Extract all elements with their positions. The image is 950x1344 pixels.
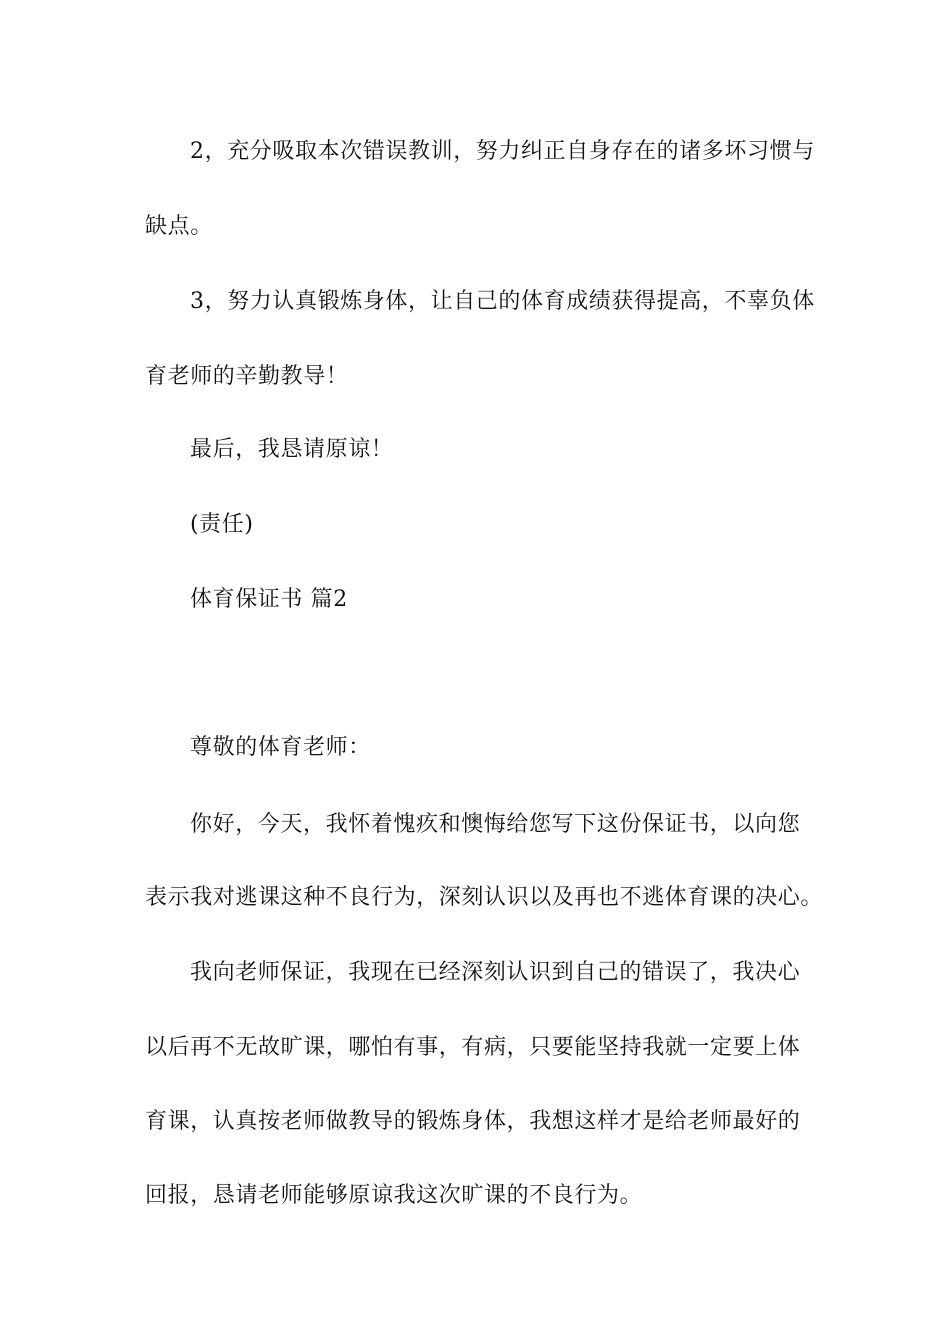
- paragraph-line: 表示我对逃课这种不良行为，深刻认识以及再也不逃体育课的决心。: [145, 885, 824, 910]
- paragraph-line: 2，充分吸取本次错误教训，努力纠正自身存在的诸多坏习惯与: [190, 139, 815, 164]
- paragraph-line: 我向老师保证，我现在已经深刻认识到自己的错误了，我决心: [190, 960, 801, 985]
- section-heading: 体育保证书 篇2: [190, 587, 348, 612]
- paragraph-line: 育课，认真按老师做教导的锻炼身体，我想这样才是给老师最好的: [145, 1109, 801, 1134]
- paragraph-line: 回报，恳请老师能够原谅我这次旷课的不良行为。: [145, 1183, 643, 1208]
- paragraph-line: 育老师的辛勤教导！: [145, 364, 349, 389]
- paragraph-line: 最后，我恳请原谅！: [190, 437, 394, 462]
- paragraph-line: (责任): [190, 512, 254, 537]
- salutation: 尊敬的体育老师：: [190, 735, 371, 760]
- paragraph-line: 你好，今天，我怀着愧疚和懊悔给您写下这份保证书，以向您: [190, 812, 801, 837]
- paragraph-line: 3，努力认真锻炼身体，让自己的体育成绩获得提高，不辜负体: [190, 289, 815, 314]
- paragraph-line: 缺点。: [145, 214, 213, 239]
- paragraph-line: 以后再不无故旷课，哪怕有事，有病，只要能坚持我就一定要上体: [145, 1035, 801, 1060]
